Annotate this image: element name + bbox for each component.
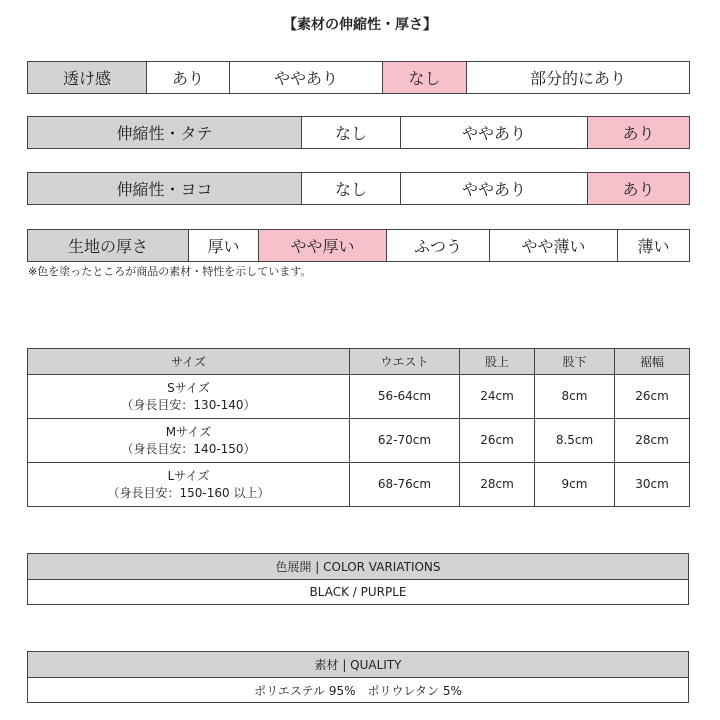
attr-label: 生地の厚さ bbox=[28, 230, 189, 262]
size-name: Mサイズ bbox=[165, 424, 212, 439]
attr-option-selected: やや厚い bbox=[259, 230, 387, 262]
hem-cell: 28cm bbox=[615, 419, 690, 463]
attr-option: あり bbox=[147, 62, 230, 94]
color-variations-value: BLACK / PURPLE bbox=[28, 580, 689, 605]
attr-option: ややあり bbox=[230, 62, 383, 94]
attr-label: 伸縮性・タテ bbox=[28, 117, 302, 149]
attr-label: 伸縮性・ヨコ bbox=[28, 173, 302, 205]
attr-option: 薄い bbox=[618, 230, 690, 262]
material-value: ポリエステル 95% ポリウレタン 5% bbox=[28, 678, 689, 703]
attr-option: なし bbox=[302, 117, 401, 149]
inseam-cell: 9cm bbox=[535, 463, 615, 507]
col-header-rise: 股上 bbox=[460, 349, 535, 375]
attr-table-stretch-vertical bbox=[27, 116, 690, 149]
attr-option: 厚い bbox=[189, 230, 259, 262]
size-cell bbox=[28, 419, 350, 463]
hem-cell: 26cm bbox=[615, 375, 690, 419]
attr-label: 透け感 bbox=[28, 62, 147, 94]
material-table bbox=[27, 651, 689, 703]
attr-option: なし bbox=[302, 173, 401, 205]
rise-cell: 24cm bbox=[460, 375, 535, 419]
attr-option: ふつう bbox=[387, 230, 490, 262]
rise-cell: 26cm bbox=[460, 419, 535, 463]
size-cell bbox=[28, 375, 350, 419]
waist-cell: 62-70cm bbox=[350, 419, 460, 463]
size-height-guide: （身長目安：150-160 以上） bbox=[107, 485, 270, 500]
waist-cell: 68-76cm bbox=[350, 463, 460, 507]
size-name: Sサイズ bbox=[167, 380, 210, 395]
table-row bbox=[28, 463, 690, 507]
attr-table-stretch-horizontal bbox=[27, 172, 690, 205]
size-table bbox=[27, 348, 690, 507]
attr-option-selected: なし bbox=[383, 62, 467, 94]
attr-option-selected: あり bbox=[588, 173, 690, 205]
attr-row bbox=[28, 62, 690, 94]
table-row bbox=[28, 419, 690, 463]
hem-cell: 30cm bbox=[615, 463, 690, 507]
attr-option: ややあり bbox=[401, 173, 588, 205]
attr-table-thickness bbox=[27, 229, 690, 262]
page-title: 【素材の伸縮性・厚さ】 bbox=[283, 17, 437, 33]
table-row bbox=[28, 375, 690, 419]
color-variations-table bbox=[27, 553, 689, 605]
attr-option: ややあり bbox=[401, 117, 588, 149]
size-table-header bbox=[28, 349, 690, 375]
attr-option: 部分的にあり bbox=[467, 62, 690, 94]
col-header-size: サイズ bbox=[28, 349, 350, 375]
inseam-cell: 8.5cm bbox=[535, 419, 615, 463]
size-height-guide: （身長目安：130-140） bbox=[121, 397, 256, 412]
attr-row bbox=[28, 117, 690, 149]
col-header-inseam: 股下 bbox=[535, 349, 615, 375]
legend-note: ※色を塗ったところが商品の素材・特性を示しています。 bbox=[28, 265, 312, 278]
attr-row bbox=[28, 230, 690, 262]
inseam-cell: 8cm bbox=[535, 375, 615, 419]
size-cell bbox=[28, 463, 350, 507]
attr-row bbox=[28, 173, 690, 205]
color-variations-header: 色展開 | COLOR VARIATIONS bbox=[28, 554, 689, 580]
attr-option: やや薄い bbox=[490, 230, 618, 262]
size-height-guide: （身長目安：140-150） bbox=[121, 441, 256, 456]
size-name: Lサイズ bbox=[167, 468, 210, 483]
attr-option-selected: あり bbox=[588, 117, 690, 149]
col-header-waist: ウエスト bbox=[350, 349, 460, 375]
col-header-hem: 裾幅 bbox=[615, 349, 690, 375]
waist-cell: 56-64cm bbox=[350, 375, 460, 419]
material-header: 素材 | QUALITY bbox=[28, 652, 689, 678]
attr-table-transparency bbox=[27, 61, 690, 94]
rise-cell: 28cm bbox=[460, 463, 535, 507]
